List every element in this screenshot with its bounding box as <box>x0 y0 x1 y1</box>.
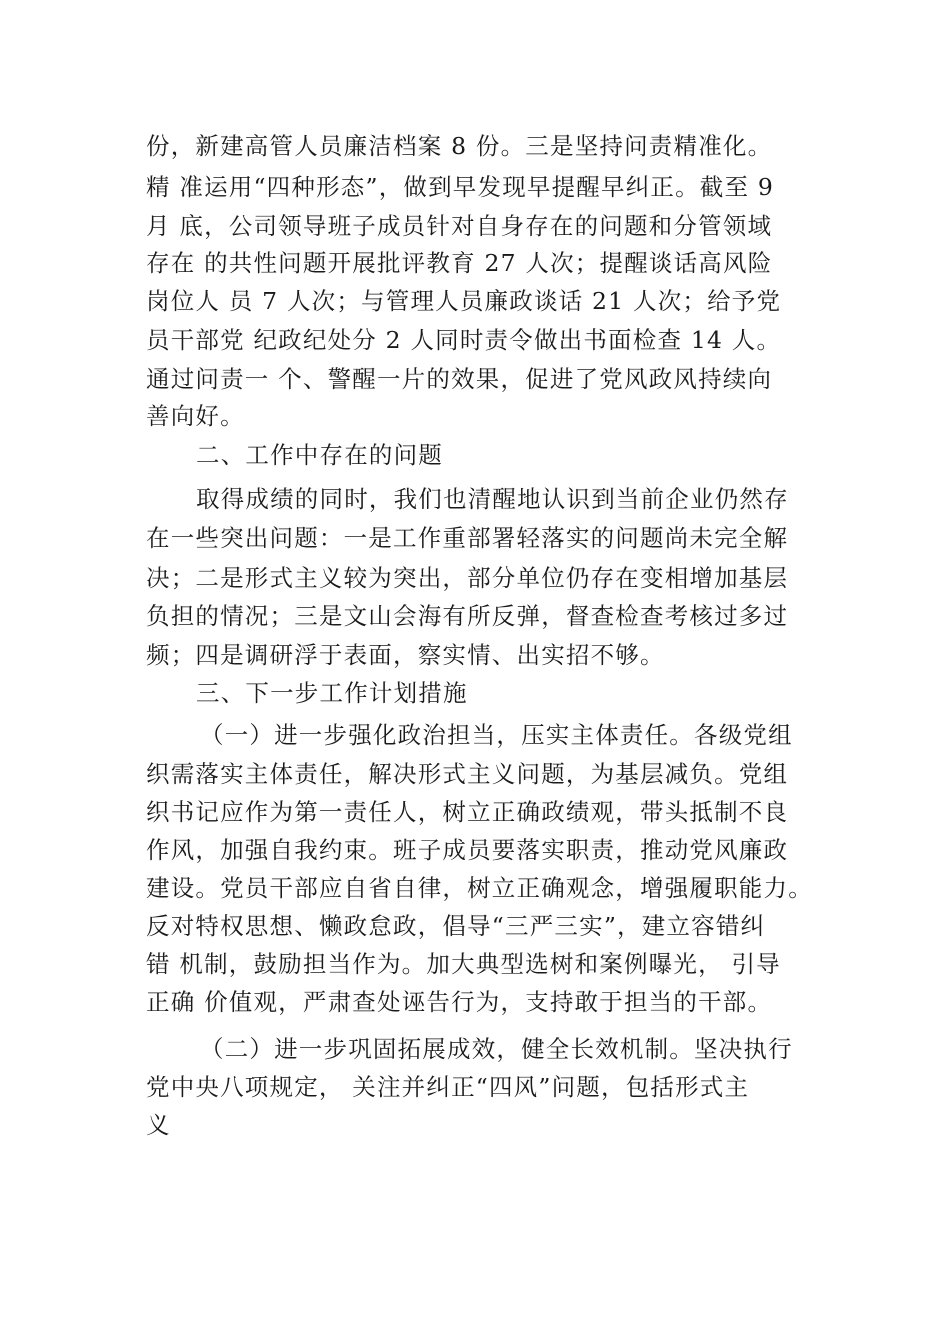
text-line: 存在 的共性问题开展批评教育 27 人次；提醒谈话高风险 <box>146 249 773 277</box>
text-line: 份，新建高管人员廉洁档案 8 份。三是坚持问责精准化。 <box>146 132 773 160</box>
text-line: 织需落实主体责任，解决形式主义问题，为基层减负。党组 <box>146 760 789 788</box>
text-line: 负担的情况；三是文山会海有所反弹，督查检查考核过多过 <box>146 602 789 630</box>
text-line: 精 准运用“四种形态”，做到早发现早提醒早纠正。截至 9 <box>146 173 775 201</box>
text-line: 决；二是形式主义较为突出，部分单位仍存在变相增加基层 <box>146 564 789 592</box>
text-line: 通过问责一 个、警醒一片的效果，促进了党风政风持续向 <box>146 365 773 393</box>
text-line: 义 <box>146 1111 171 1139</box>
text-line: 善向好。 <box>146 402 245 430</box>
text-line: 建设。党员干部应自省自律，树立正确观念，增强履职能力。 <box>146 874 813 902</box>
text-line: 岗位人 员 7 人次；与管理人员廉政谈话 21 人次；给予党 <box>146 287 782 315</box>
section-heading: 二、工作中存在的问题 <box>196 441 443 469</box>
text-line: 在一些突出问题：一是工作重部署轻落实的问题尚未完全解 <box>146 524 789 552</box>
text-line: 员干部党 纪政纪处分 2 人同时责令做出书面检查 14 人。 <box>146 326 782 354</box>
text-line: 作风，加强自我约束。班子成员要落实职责，推动党风廉政 <box>146 836 789 864</box>
text-line: 错 机制，鼓励担当作为。加大典型选树和案例曝光， 引导 <box>146 950 781 978</box>
text-line: 党中央八项规定， 关注并纠正“四风”问题，包括形式主 <box>146 1073 750 1101</box>
text-line: （一）进一步强化政治担当，压实主体责任。各级党组 <box>200 721 793 749</box>
section-heading: 三、下一步工作计划措施 <box>196 679 468 707</box>
text-line: 月 底，公司领导班子成员针对自身存在的问题和分管领域 <box>146 212 773 240</box>
text-line: 反对特权思想、懒政怠政，倡导“三严三实”，建立容错纠 <box>146 912 766 940</box>
text-line: 正确 价值观，严肃查处诬告行为，支持敢于担当的干部。 <box>146 988 773 1016</box>
text-line: 频；四是调研浮于表面，察实情、出实招不够。 <box>146 641 665 669</box>
text-line: （二）进一步巩固拓展成效，健全长效机制。坚决执行 <box>200 1035 793 1063</box>
text-line: 取得成绩的同时，我们也清醒地认识到当前企业仍然存 <box>196 485 789 513</box>
text-line: 织书记应作为第一责任人，树立正确政绩观，带头抵制不良 <box>146 798 789 826</box>
